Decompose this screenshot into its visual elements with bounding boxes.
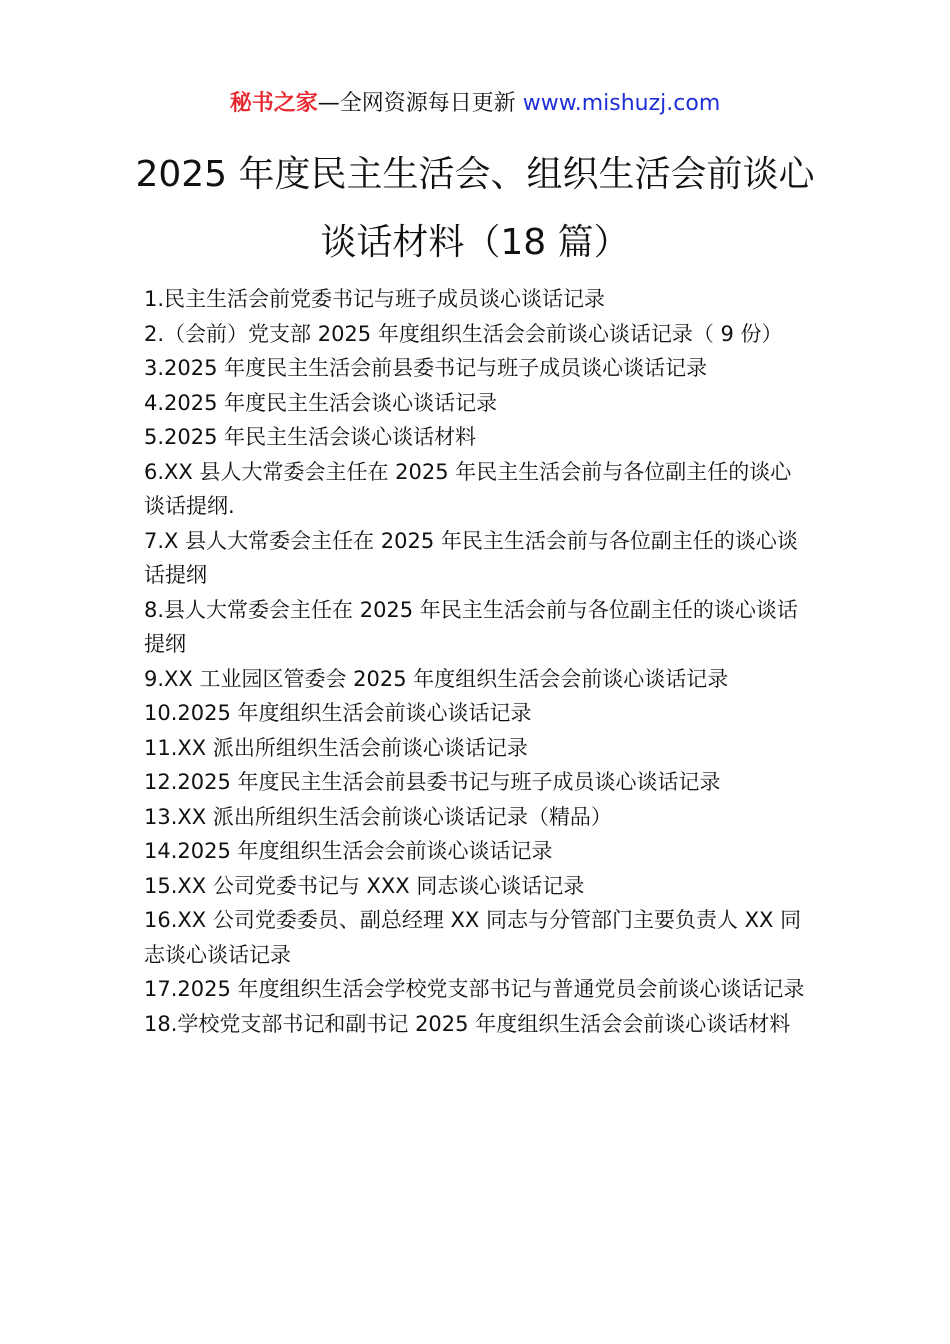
toc-item: 17.2025 年度组织生活会学校党支部书记与普通党员会前谈心谈话记录	[144, 977, 805, 1001]
toc-item: 11.XX 派出所组织生活会前谈心谈话记录	[144, 735, 528, 760]
toc-item: 7.X 县人大常委会主任在 2025 年民主生活会前与各位副主任的谈心谈话提纲	[144, 528, 798, 587]
toc-item: 9.XX 工业园区管委会 2025 年度组织生活会会前谈心谈话记录	[144, 666, 729, 691]
brand-name: 秘书之家	[229, 91, 318, 116]
toc-item: 12.2025 年度民主生活会前县委书记与班子成员谈心谈话记录	[144, 770, 721, 794]
toc-item: 13.XX 派出所组织生活会前谈心谈话记录（精品）	[144, 804, 612, 829]
document-title-line-1: 2025 年度民主生活会、组织生活会前谈心	[135, 154, 815, 195]
toc-item: 10.2025 年度组织生活会前谈心谈话记录	[144, 701, 532, 725]
toc-item: 5.2025 年民主生活会谈心谈话材料	[144, 425, 477, 449]
toc-item: 18.学校党支部书记和副书记 2025 年度组织生活会会前谈心谈话材料	[144, 1011, 791, 1036]
toc-item: 6.XX 县人大常委会主任在 2025 年民主生活会前与各位副主任的谈心谈话提纲.	[144, 459, 792, 518]
toc-item: 2.（会前）党支部 2025 年度组织生活会会前谈心谈话记录（ 9 份）	[144, 321, 783, 346]
table-of-contents	[144, 282, 809, 1041]
header-tagline: —全网资源每日更新	[317, 91, 523, 116]
toc-item: 15.XX 公司党委书记与 XXX 同志谈心谈话记录	[144, 873, 585, 898]
site-header	[0, 88, 950, 120]
toc-item: 1.民主生活会前党委书记与班子成员谈心谈话记录	[144, 287, 606, 311]
toc-item: 8.县人大常委会主任在 2025 年民主生活会前与各位副主任的谈心谈话提纲	[144, 597, 798, 656]
toc-item: 16.XX 公司党委委员、副总经理 XX 同志与分管部门主要负责人 XX 同志谈心谈话记录	[144, 908, 802, 967]
site-url-link[interactable]: www.mishuzj.com	[522, 91, 721, 116]
toc-item: 3.2025 年度民主生活会前县委书记与班子成员谈心谈话记录	[144, 356, 708, 380]
document-title-line-2: 谈话材料（18 篇）	[320, 222, 630, 263]
toc-item: 14.2025 年度组织生活会会前谈心谈话记录	[144, 839, 553, 863]
toc-item: 4.2025 年度民主生活会谈心谈话记录	[144, 390, 498, 415]
